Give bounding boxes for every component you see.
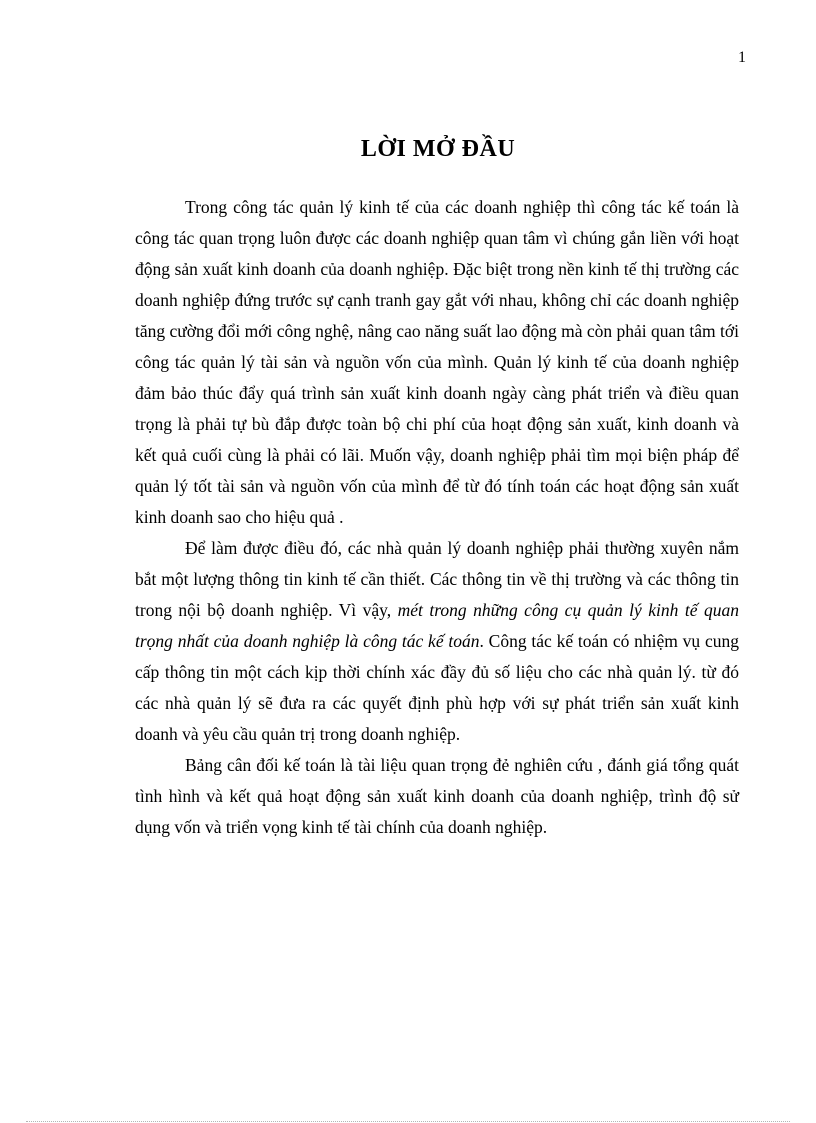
- page-bottom-divider: [26, 1121, 790, 1122]
- paragraph-accounting-role: [135, 533, 739, 750]
- paragraph-balance-sheet: Bảng cân đối kế toán là tài liệu quan trọng đẻ nghiên cứu , đánh giá tổng quát tình hình và kết quả hoạt động sản xuất kinh doanh của doanh nghiệp, trình độ sử dụng vốn và triển vọng kinh tế tài chính của doanh nghiệp.: [135, 755, 739, 837]
- italic-emphasis: mét trong những công cụ quản lý kinh tế quan trọng nhất của doanh nghiệp là công tác kế toán: [135, 600, 739, 651]
- document-body: [135, 192, 739, 843]
- paragraph-text: Để làm được điều đó, các nhà quản lý doanh nghiệp phải thường xuyên nắm bắt một lượng thông tin kinh tế cần thiết. Các thông tin về thị trường và các thông tin trong nội bộ doanh nghiệp. Vì vậy,: [135, 538, 739, 620]
- paragraph-text: . Công tác kế toán có nhiệm vụ cung cấp thông tin một cách kịp thời chính xác đầy đủ số liệu cho các nhà quản lý. từ đó các nhà quản lý sẽ đưa ra các quyết định phù hợp với sự phát triển sản xuất kinh doanh và yêu cầu quản trị trong doanh nghiệp.: [135, 631, 740, 744]
- page-number: 1: [738, 49, 746, 66]
- page-title: LỜI MỞ ĐẦU: [360, 136, 516, 162]
- paragraph-intro: Trong công tác quản lý kinh tế của các doanh nghiệp thì công tác kế toán là công tác quan trọng luôn được các doanh nghiệp quan tâm vì chúng gắn liền với hoạt động sản xuất kinh doanh của doanh nghiệp. Đặc biệt trong nền kinh tế thị trường các doanh nghiệp đứng trước sự cạnh tranh gay gắt với nhau, không chỉ các doanh nghiệp tăng cường đổi mới công nghệ, nâng cao năng suất lao động mà còn phải quan tâm tới công tác quản lý tài sản và nguồn vốn của mình. Quản lý kinh tế của doanh nghiệp đảm bảo thúc đẩy quá trình sản xuất kinh doanh ngày càng phát triển và điều quan trọng là phải tự bù đắp được toàn bộ chi phí của hoạt động sản xuất, kinh doanh và kết quả cuối cùng là phải có lãi. Muốn vậy, doanh nghiệp phải tìm mọi biện pháp để quản lý tốt tài sản và nguồn vốn của mình để từ đó tính toán các hoạt động sản xuất kinh doanh sao cho hiệu quả .: [135, 197, 739, 527]
